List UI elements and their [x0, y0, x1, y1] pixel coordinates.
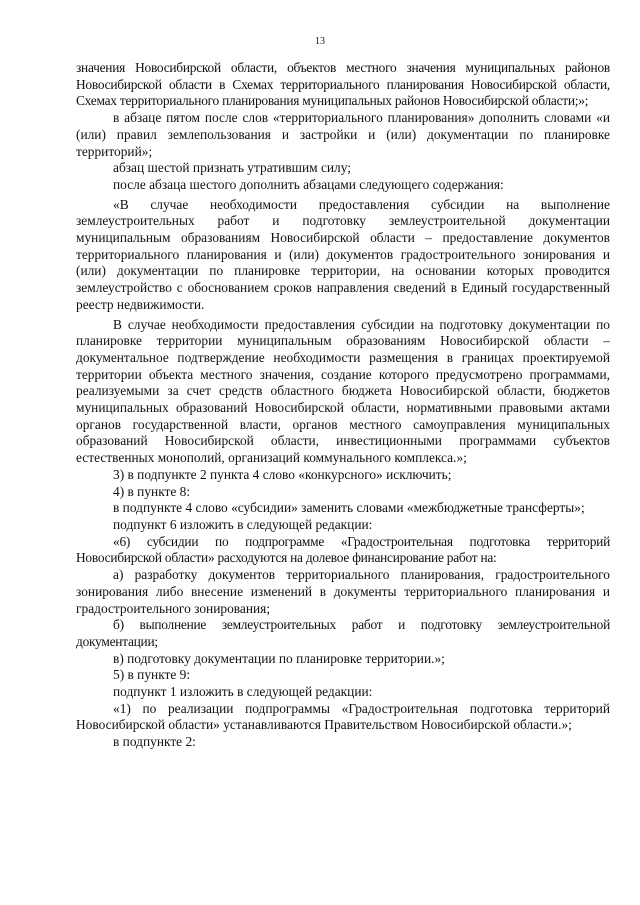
- paragraph-abzac-6-void: абзац шестой признать утратившим силу;: [113, 160, 351, 176]
- paragraph-quote-subitem-1: «1) по реализации подпрограммы «Градостроительная подготовка территорий Новосибирской области» устанавливаются Правительством Новосибирской области.»;: [76, 700, 610, 733]
- paragraph-subitem-4-replace: в подпункте 4 слово «субсидии» заменить словами «межбюджетные трансферты»;: [113, 500, 585, 516]
- paragraph-quote-land-survey: «В случае необходимости предоставления субсидии на выполнение землеустроительных работ и подготовку землеустроительной документации муниципальным образованиям Новосибирской области – предоставление документов территориального планирования и (или) документов градостроительного зонирования и (или) документации по планировке территории, на основании которых проводится землеустройство с обоснованием сроков направления сведений в Единый государственный реестр недвижимости.: [76, 196, 610, 312]
- paragraph-list-b: б) выполнение землеустроительных работ и подготовку землеустроительной документации;: [76, 617, 610, 649]
- paragraph-subitem-2: в подпункте 2:: [113, 734, 196, 750]
- paragraph-list-v: в) подготовку документации по планировке территории.»;: [113, 650, 445, 666]
- paragraph-add-abzacs: после абзаца шестого дополнить абзацами следующего содержания:: [113, 176, 504, 192]
- paragraph-item-5: 5) в пункте 9:: [113, 667, 191, 683]
- document-body: [76, 60, 610, 751]
- paragraph-amend-abzac-5: в абзаце пятом после слов «территориального планирования» дополнить словами «и (или) правил землепользования и застройки и (или) документации по планировке территорий»;: [76, 110, 610, 159]
- paragraph-subitem-1-restate: подпункт 1 изложить в следующей редакции:: [113, 684, 373, 700]
- paragraph-quote-subitem-6: «6) субсидии по подпрограмме «Градостроительная подготовка территорий Новосибирской области» расходуются на долевое финансирование работ на:: [76, 533, 610, 566]
- paragraph-continuation: значения Новосибирской области, объектов местного значения муниципальных районов Новосибирской области в Схемах территориального планирования Новосибирской области, Схемах территориального планирования муниципальных районов Новосибирской области;»;: [76, 60, 610, 109]
- paragraph-item-4: 4) в пункте 8:: [113, 483, 191, 499]
- paragraph-list-a: а) разработку документов территориального планирования, градостроительного зонирования либо внесение изменений в документы территориального планирования и градостроительного зонирования;: [76, 567, 610, 616]
- page-number: 13: [315, 36, 325, 47]
- paragraph-item-3: 3) в подпункте 2 пункта 4 слово «конкурсного» исключить;: [113, 466, 452, 482]
- paragraph-subitem-6-restate: подпункт 6 изложить в следующей редакции:: [113, 516, 373, 532]
- paragraph-quote-planning-docs: В случае необходимости предоставления субсидии на подготовку документации по планировке территории муниципальным образованиям Новосибирской области – документальное подтверждение необходимости размещения в границах проектируемой территории объекта местного значения, создание которого предусмотрено программами, реализуемыми за счет средств областного бюджета Новосибирской области, бюджетов муниципальных образований Новосибирской области, нормативными правовыми актами органов государственной власти, органов местного самоуправления муниципальных образований Новосибирской области, инвестиционными программами субъектов естественных монополий, организаций коммунального комплекса.»;: [76, 316, 610, 466]
